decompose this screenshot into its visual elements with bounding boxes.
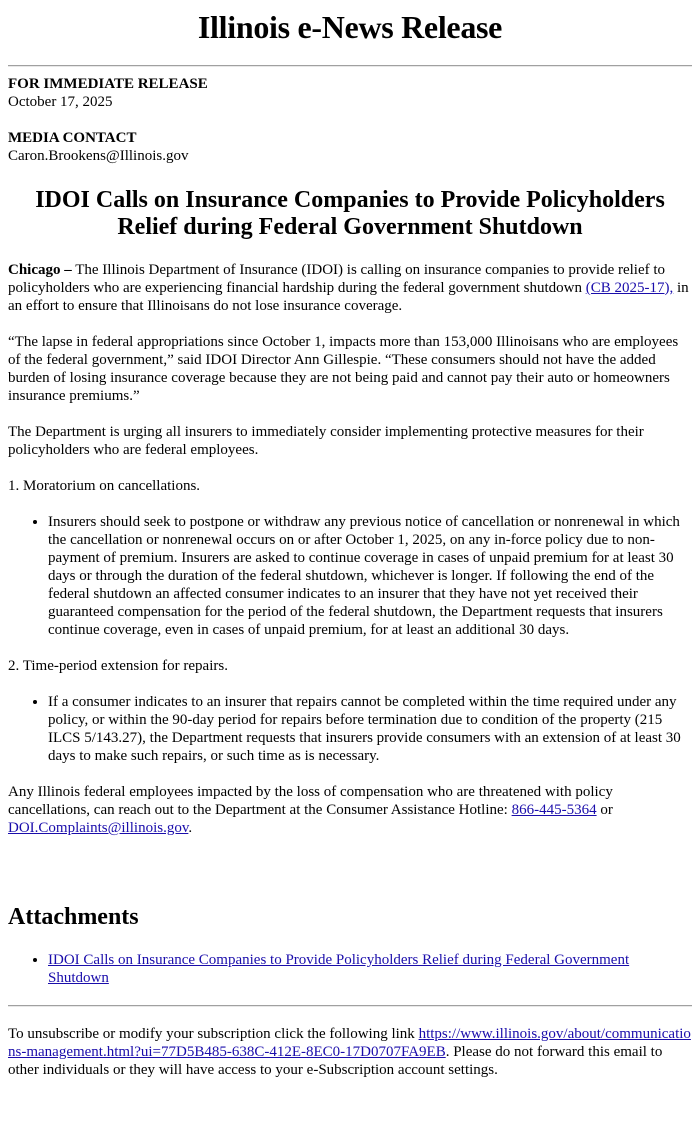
intro-text-end: in an effort to ensure that Illinoisans do not lose insurance coverage. bbox=[8, 280, 689, 314]
top-divider bbox=[8, 65, 692, 67]
measure-list-2 bbox=[8, 693, 692, 765]
attachments-list bbox=[8, 951, 692, 987]
contact-text: Any Illinois federal employees impacted by the loss of compensation who are threatened with policy cancellations, can reach out to the Department at the Consumer Assistance Hotline: bbox=[8, 784, 613, 818]
bottom-divider bbox=[8, 1005, 692, 1007]
bulletin-link[interactable]: (CB 2025-17), bbox=[585, 280, 674, 296]
complaints-email-link[interactable]: DOI.Complaints@illinois.gov bbox=[8, 820, 189, 836]
intro-text: The Illinois Department of Insurance (IDOI) is calling on insurance companies to provide relief to policyholders who are experiencing financial hardship during the federal government shutdown bbox=[8, 262, 666, 296]
footer-paragraph bbox=[8, 1025, 692, 1079]
attachment-link[interactable]: IDOI Calls on Insurance Companies to Provide Policyholders Relief during Federal Government Shutdown bbox=[48, 952, 630, 986]
contact-end: . bbox=[188, 820, 193, 836]
quote-paragraph: “The lapse in federal appropriations since October 1, impacts more than 153,000 Illinoisans who are employees of the federal government,” said IDOI Director Ann Gillespie. “These consumers should not have the added burden of losing insurance coverage because they are not being paid and cannot pay their auto or homeowners insurance premiums.” bbox=[8, 334, 679, 404]
footer-text: To unsubscribe or modify your subscription click the following link bbox=[8, 1026, 419, 1042]
contact-or: or bbox=[596, 802, 613, 818]
release-label: FOR IMMEDIATE RELEASE bbox=[8, 76, 208, 92]
urging-paragraph: The Department is urging all insurers to immediately consider implementing protective measures for their policyholders who are federal employees. bbox=[8, 424, 644, 458]
contact-email: Caron.Brookens@Illinois.gov bbox=[8, 148, 189, 164]
contact-block bbox=[8, 129, 692, 165]
measure-title-2: 2. Time-period extension for repairs. bbox=[8, 658, 228, 674]
contact-label: MEDIA CONTACT bbox=[8, 130, 137, 146]
page-title: Illinois e-News Release bbox=[197, 9, 503, 45]
article-headline: IDOI Calls on Insurance Companies to Provide Policyholders Relief during Federal Government Shutdown bbox=[35, 187, 665, 240]
attachment-item bbox=[48, 951, 692, 987]
intro-paragraph bbox=[8, 261, 692, 315]
measure-bullet-1: • Insurers should seek to postpone or withdraw any previous notice of cancellation or nonrenewal in which the cancellation or nonrenewal occurs on or after October 1, 2025, on any in-force policy due to non-payment of premium. Insurers are asked to continue coverage in cases of unpaid premium for at least 30 days or through the duration of the federal shutdown, whichever is longer. If following the end of the federal shutdown an affected consumer indicates to an insurer that they have not yet received their guaranteed compensation for the period of the federal shutdown, the Department requests that insurers continue coverage, even in cases of unpaid premium, for at least an additional 30 days. bbox=[48, 513, 692, 639]
subscription-link[interactable]: https://www.illinois.gov/about/communications-management.html?ui=77D5B485-638C-412E-8EC0-17D0707FA9EB bbox=[8, 1026, 691, 1060]
footer-text-end: . Please do not forward this email to other individuals or they will have access to your e-Subscription account settings. bbox=[8, 1044, 663, 1078]
release-meta bbox=[8, 75, 692, 165]
dateline: Chicago – bbox=[8, 262, 72, 278]
release-block bbox=[8, 75, 692, 111]
measure-title-1: 1. Moratorium on cancellations. bbox=[8, 478, 201, 494]
contact-paragraph bbox=[8, 783, 692, 837]
release-date: October 17, 2025 bbox=[8, 94, 113, 110]
hotline-phone-link[interactable]: 866-445-5364 bbox=[511, 802, 597, 818]
measure-bullet-2: • If a consumer indicates to an insurer that repairs cannot be completed within the time required under any policy, or within the 90-day period for repairs before termination due to condition of the property (215 ILCS 5/143.27), the Department requests that insurers provide consumers with an extension of at least 30 days to make such repairs, or such time as is necessary. bbox=[48, 693, 692, 765]
attachments-heading: Attachments bbox=[8, 904, 139, 930]
measure-list-1 bbox=[8, 513, 692, 639]
